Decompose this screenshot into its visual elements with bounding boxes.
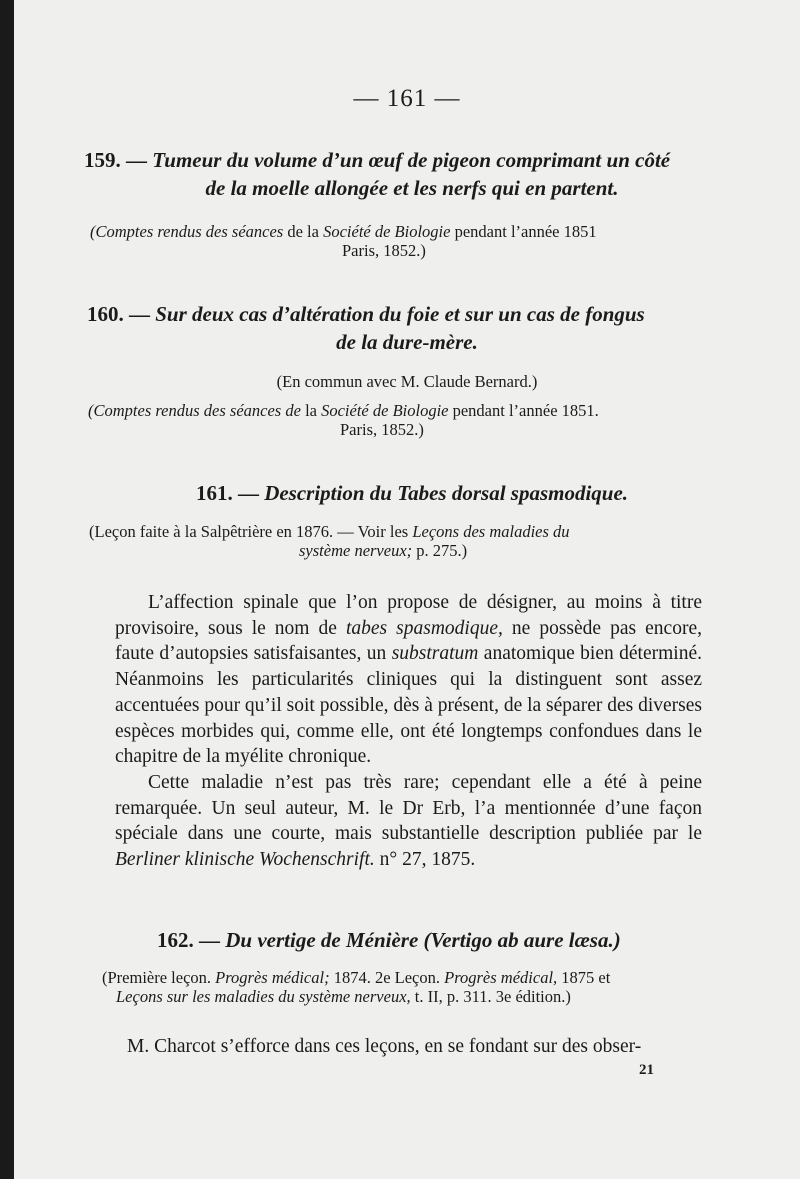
ref-italic: (Comptes rendus des séances [90,222,284,241]
ref-text: de la [283,222,319,241]
ref-italic: Progrès médical; [215,968,330,987]
ref-italic: (Comptes rendus des séances de [88,401,301,420]
entry-title-line: de la moelle allongée et les nerfs qui en partent. [205,176,619,200]
entry-159-title [14,146,800,202]
entry-number: 159. — [84,148,147,172]
entry-161-title [14,479,800,507]
body-text: n° 27, 1875. [374,849,476,871]
entry-title-line: Description du Tabes dorsal spasmodique. [264,481,629,505]
entry-162-title [14,926,800,954]
body-paragraph-2 [115,770,702,873]
entry-number: 161. — [195,481,259,505]
ref-italic: Société de Biologie [321,401,449,420]
entry-title-line: Tumeur du volume d’un œuf de pigeon comprimant un côté [152,148,671,172]
ref-text: pendant l’année 1851 [450,222,597,241]
entry-160-title [14,300,800,356]
entry-160-note: (En commun avec M. Claude Bernard.) [276,372,538,391]
book-page [14,0,800,1179]
body-paragraph-1 [115,590,702,770]
body-text: ne possède pas encore, faute d’autopsies satisfaisantes, un [115,617,702,665]
ref-text: pendant l’année 1851. [448,401,599,420]
body-text: Cette maladie n’est pas très rare; cependant elle a été à peine remarquée. Un seul auteur, M. le Dr Erb, l’a mentionnée d’une façon spéciale dans une courte, mais substantielle description publiée par le [115,772,702,845]
entry-160-reference [14,401,800,439]
entry-number: 162. — [157,928,220,952]
entry-159-reference [14,222,800,260]
body-text: anatomique bien déterminé. Néanmoins les particularités cliniques qui la distinguent sont assez accentuées pour qu’il soit possible, dès à présent, de la séparer des diverses espèces morbides qui, comme elle, ont été longtemps confondues dans le chapitre de la myélite chronique. [115,643,702,768]
entry-title-line: de la dure-mère. [336,330,478,354]
ref-text: (Leçon faite à la Salpêtrière en 1876. — Voir les [89,522,409,541]
body-italic: Berliner klinische Wochenschrift. [115,849,375,871]
ref-italic: système nerveux; [299,541,413,560]
entry-162-reference [14,968,800,1006]
ref-text: Paris, 1852.) [340,420,424,439]
page-number: — 161 — [353,85,461,112]
ref-text: la [300,401,317,420]
body-italic: substratum [391,643,479,665]
ref-text: p. 275.) [412,541,468,560]
signature-mark: 21 [639,1062,654,1078]
entry-title-line: Sur deux cas d’altération du foie et sur un cas de fongus [155,302,645,326]
entry-number: 160. — [87,302,150,326]
body-text: L’affection spinale que l’on propose de désigner, au moins à titre provisoire, sous le nom de [115,592,702,639]
entry-161-reference [14,522,800,560]
ref-text: (Première leçon. [102,968,212,987]
ref-text: t. II, p. 311. 3e édition.) [410,987,571,1006]
ref-italic: Leçons sur les maladies du système nerveux, [116,987,411,1006]
ref-text: 1874. 2e Leçon. [329,968,440,987]
body-text: M. Charcot s’efforce dans ces leçons, en se fondant sur des obser- [127,1036,642,1057]
ref-italic: Société de Biologie [323,222,451,241]
ref-text: Paris, 1852.) [342,241,426,260]
ref-italic: Leçons des maladies du [412,522,570,541]
ref-text: 1875 et [557,968,611,987]
body-italic: tabes spasmodique, [345,617,503,639]
entry-title-line: Du vertige de Ménière (Vertigo ab aure læsa.) [225,928,621,952]
ref-italic: Progrès médical, [444,968,558,987]
body-paragraph-3 [115,1034,702,1060]
